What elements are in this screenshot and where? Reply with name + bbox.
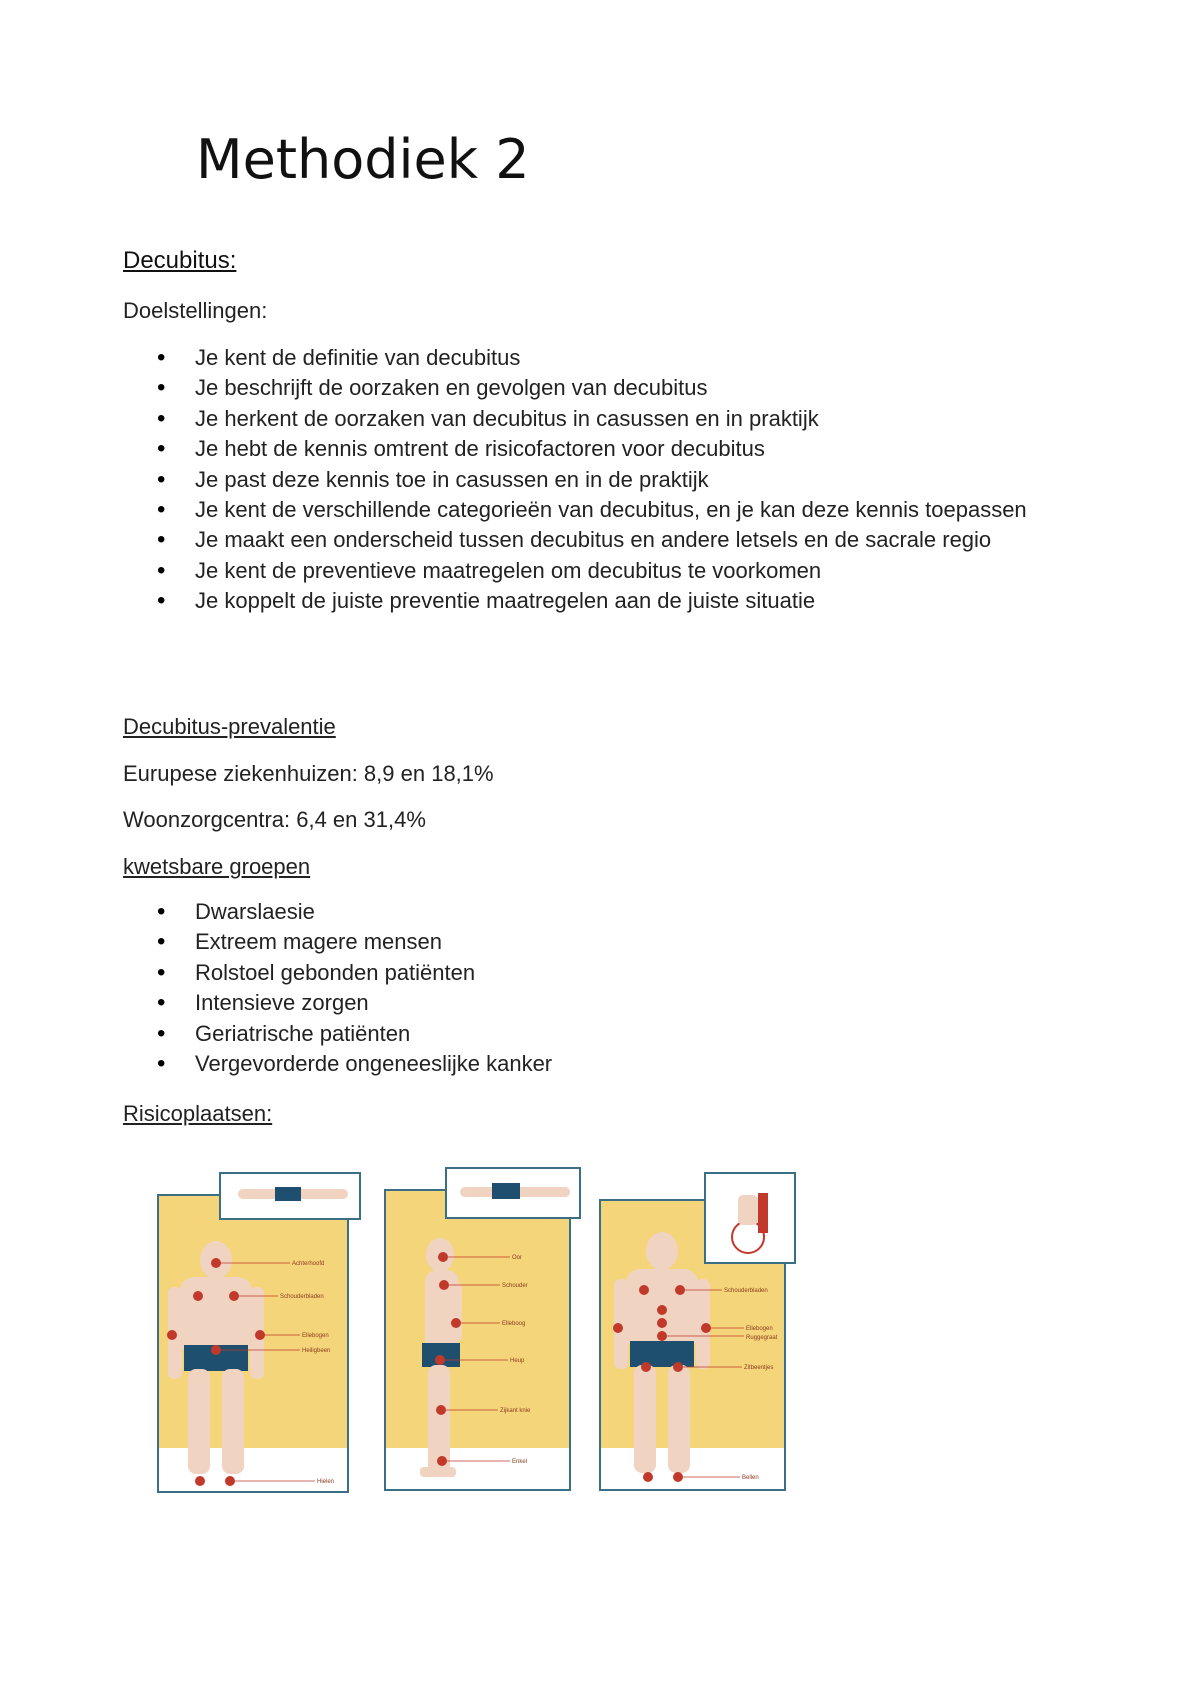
vulnerable-heading: kwetsbare groepen <box>123 854 311 879</box>
prevalence-care-homes: Woonzorgcentra: 6,4 en 31,4% <box>123 807 426 832</box>
pressure-point <box>675 1285 685 1295</box>
label-schouderbladen: Schouderbladen <box>724 1288 768 1294</box>
list-item: • Je maakt een onderscheid tussen decubitus en andere letsels en de sacrale regio <box>123 525 1123 555</box>
panel-side-lying <box>385 1168 580 1490</box>
pressure-points-figure <box>150 1165 800 1500</box>
vulnerable-list <box>123 897 1123 1079</box>
list-item: • Je kent de definitie van decubitus <box>123 343 1123 373</box>
pressure-point <box>438 1252 448 1262</box>
pressure-point <box>437 1456 447 1466</box>
pressure-point <box>657 1331 667 1341</box>
panel-back-lying <box>158 1173 360 1492</box>
pressure-points-illustration <box>150 1165 800 1500</box>
pressure-point <box>255 1330 265 1340</box>
pressure-point <box>639 1285 649 1295</box>
pressure-point <box>643 1472 653 1482</box>
page-title: Methodiek 2 <box>196 128 530 191</box>
label-enkel: Enkel <box>512 1459 528 1465</box>
label-elleboog: Elleboog <box>502 1321 526 1327</box>
label-zijkant-knie: Zijkant knie <box>500 1408 531 1414</box>
pressure-point <box>673 1472 683 1482</box>
section-heading: Decubitus: <box>123 247 237 274</box>
pressure-point <box>613 1323 623 1333</box>
list-item: • Je herkent de oorzaken van decubitus in casussen en in praktijk <box>123 404 1123 434</box>
panel-back-sitting <box>600 1173 795 1490</box>
pressure-point <box>436 1405 446 1415</box>
pressure-point <box>167 1330 177 1340</box>
list-item: • Je past deze kennis toe in casussen en in de praktijk <box>123 465 1123 495</box>
label-zitbeentjes: Zitbeentjes <box>744 1365 774 1371</box>
list-item: • Je hebt de kennis omtrent de risicofactoren voor decubitus <box>123 434 1123 464</box>
pressure-point <box>641 1362 651 1372</box>
pressure-point <box>439 1280 449 1290</box>
label-achterhoofd: Achterhoofd <box>292 1261 325 1267</box>
pressure-point <box>211 1345 221 1355</box>
goals-label: Doelstellingen: <box>123 298 268 323</box>
list-item: • Dwarslaesie <box>123 897 1123 927</box>
list-item: • Extreem magere mensen <box>123 927 1123 957</box>
label-heup: Heup <box>510 1358 525 1364</box>
list-item: • Je koppelt de juiste preventie maatregelen aan de juiste situatie <box>123 586 1123 616</box>
list-item: • Rolstoel gebonden patiënten <box>123 958 1123 988</box>
label-ellebogen: Ellebogen <box>746 1326 773 1332</box>
label-ellebogen: Ellebogen <box>302 1333 329 1339</box>
list-item: • Je beschrijft de oorzaken en gevolgen van decubitus <box>123 373 1123 403</box>
label-hielen: Hielen <box>317 1479 335 1485</box>
pressure-point <box>451 1318 461 1328</box>
label-heiligbeen: Heiligbeen <box>302 1348 331 1354</box>
pressure-point <box>195 1476 205 1486</box>
risk-sites-heading: Risicoplaatsen: <box>123 1101 273 1126</box>
pressure-point <box>229 1291 239 1301</box>
pressure-point <box>657 1318 667 1328</box>
list-item: • Geriatrische patiënten <box>123 1019 1123 1049</box>
pressure-point <box>211 1258 221 1268</box>
pressure-point <box>225 1476 235 1486</box>
label-ruggegraat: Ruggegraat <box>746 1335 778 1341</box>
list-item: • Je kent de preventieve maatregelen om decubitus te voorkomen <box>123 556 1123 586</box>
list-item: • Intensieve zorgen <box>123 988 1123 1018</box>
list-item: • Je kent de verschillende categorieën van decubitus, en je kan deze kennis toepassen <box>123 495 1055 525</box>
prevalence-hospitals: Eurupese ziekenhuizen: 8,9 en 18,1% <box>123 761 494 786</box>
pressure-point <box>701 1323 711 1333</box>
goals-list <box>123 343 1123 617</box>
prevalence-heading: Decubitus-prevalentie <box>123 714 336 739</box>
pressure-point <box>657 1305 667 1315</box>
pressure-point <box>193 1291 203 1301</box>
pressure-point <box>435 1355 445 1365</box>
list-item: • Vergevorderde ongeneeslijke kanker <box>123 1049 1123 1079</box>
label-bellen: Bellen <box>742 1475 759 1481</box>
label-schouder: Schouder <box>502 1283 528 1289</box>
label-oor: Oor <box>512 1255 523 1261</box>
label-schouderbladen: Schouderbladen <box>280 1294 324 1300</box>
pressure-point <box>673 1362 683 1372</box>
